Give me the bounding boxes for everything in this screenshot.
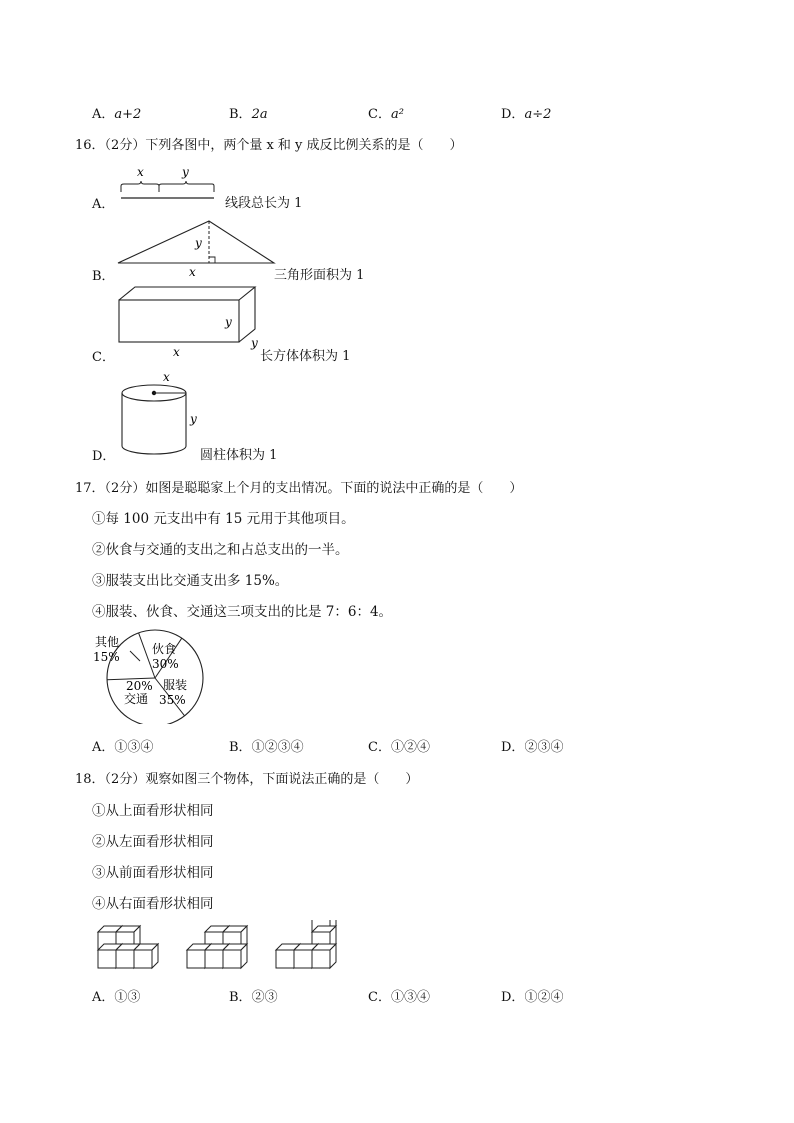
brace-y — [159, 181, 214, 192]
q16-option-a-letter[interactable]: A． — [92, 197, 115, 212]
option-letter: B． — [229, 990, 252, 1005]
q18-stem: 18．（2分）观察如图三个物体，下面说法正确的是（ ） — [75, 772, 419, 787]
triangle-diagram — [115, 217, 280, 279]
q15-option-d[interactable] — [501, 103, 551, 122]
option-letter: A． — [92, 107, 115, 122]
q17-option-c[interactable] — [368, 736, 430, 755]
other-leader-line — [130, 651, 140, 661]
q15-option-a[interactable] — [92, 103, 141, 122]
option-text: ②③④ — [524, 740, 564, 755]
q17-statement-1: ①每 100 元支出中有 15 元用于其他项目。 — [92, 511, 355, 527]
q17-statement-3: ③服装支出比交通支出多 15%。 — [92, 573, 289, 589]
label-transport-pct: 20% — [126, 679, 153, 693]
label-x: x — [163, 370, 170, 384]
q18-statement-1: ①从上面看形状相同 — [92, 803, 214, 819]
q17-option-a[interactable] — [92, 736, 153, 755]
segment-diagram — [118, 164, 223, 206]
option-text: ①③④ — [114, 740, 154, 755]
label-food-pct: 30% — [152, 657, 179, 671]
unit-cube — [223, 944, 247, 968]
option-text: a÷2 — [524, 107, 552, 122]
option-letter: A． — [92, 990, 115, 1005]
q17-option-b[interactable] — [229, 736, 304, 755]
option-letter: D． — [501, 107, 525, 122]
label-clothing-pct: 35% — [159, 693, 186, 707]
cube-figures — [94, 920, 354, 974]
option-letter: A． — [92, 740, 115, 755]
label-depth: y — [251, 336, 258, 350]
option-letter: D． — [501, 990, 525, 1005]
q16-caption-c: 长方体体积为 1 — [260, 349, 351, 364]
cylinder-bottom — [122, 446, 186, 454]
q18-option-d[interactable] — [501, 986, 563, 1005]
q18-option-a[interactable] — [92, 986, 140, 1005]
q16-option-b-letter[interactable]: B． — [92, 269, 115, 284]
q15-option-c[interactable] — [368, 103, 404, 122]
option-text: 2a — [251, 107, 268, 122]
q17-stem: 17．（2分）如图是聪聪家上个月的支出情况。下面的说法中正确的是（ ） — [75, 481, 523, 496]
label-y: y — [195, 236, 202, 250]
option-letter: B． — [229, 740, 252, 755]
option-text: ①②④ — [524, 990, 564, 1005]
option-text: ①③ — [114, 990, 141, 1005]
option-letter: B． — [229, 107, 252, 122]
cylinder-diagram — [115, 368, 205, 460]
unit-cube — [134, 944, 158, 968]
option-letter: C． — [368, 107, 391, 122]
label-x: x — [173, 345, 180, 359]
q17-statement-4: ④服装、伙食、交通这三项支出的比是 7：6：4。 — [92, 604, 393, 620]
label-x: x — [137, 165, 144, 179]
label-y: y — [225, 315, 232, 329]
expense-pie-chart — [88, 628, 208, 724]
q16-stem: 16．（2分）下列各图中，两个量 x 和 y 成反比例关系的是（ ） — [75, 138, 463, 153]
label-y: y — [190, 412, 197, 426]
label-other-name: 其他 — [95, 635, 120, 649]
option-text: ①③④ — [390, 990, 430, 1005]
q17-option-d[interactable] — [501, 736, 563, 755]
option-text: ①②④ — [390, 740, 430, 755]
option-text: a+2 — [114, 107, 142, 122]
option-letter: C． — [368, 990, 391, 1005]
label-clothing-name: 服装 — [163, 678, 188, 692]
q16-option-d-letter[interactable]: D． — [92, 449, 116, 464]
q18-statement-4: ④从右面看形状相同 — [92, 896, 214, 912]
option-letter: C． — [368, 740, 391, 755]
q17-statement-2: ②伙食与交通的支出之和占总支出的一半。 — [92, 542, 349, 558]
q18-statement-3: ③从前面看形状相同 — [92, 865, 214, 881]
option-text: a² — [390, 107, 404, 122]
q16-caption-a: 线段总长为 1 — [225, 196, 303, 211]
cuboid-diagram — [115, 284, 265, 364]
cuboid-top — [119, 287, 255, 300]
unit-cube — [312, 944, 336, 968]
q18-statement-2: ②从左面看形状相同 — [92, 834, 214, 850]
option-text: ②③ — [251, 990, 278, 1005]
q16-option-c-letter[interactable]: C． — [92, 350, 115, 365]
q16-caption-d: 圆柱体积为 1 — [200, 448, 278, 463]
q16-caption-b: 三角形面积为 1 — [274, 268, 365, 283]
q18-option-b[interactable] — [229, 986, 278, 1005]
label-other-pct: 15% — [93, 650, 120, 664]
cube-figure-2 — [187, 926, 247, 968]
cuboid-front — [119, 300, 239, 342]
option-letter: D． — [501, 740, 525, 755]
right-angle-mark — [209, 257, 215, 263]
brace-x — [121, 181, 159, 192]
cube-figure-1 — [98, 926, 158, 968]
label-transport-name: 交通 — [124, 692, 149, 706]
cuboid-side — [239, 287, 255, 342]
label-y: y — [182, 165, 189, 179]
q15-option-b[interactable] — [229, 103, 268, 122]
label-food-name: 伙食 — [152, 642, 177, 656]
label-x: x — [189, 265, 196, 279]
cube-figure-3 — [276, 920, 336, 968]
option-text: ①②③④ — [251, 740, 304, 755]
q18-option-c[interactable] — [368, 986, 430, 1005]
